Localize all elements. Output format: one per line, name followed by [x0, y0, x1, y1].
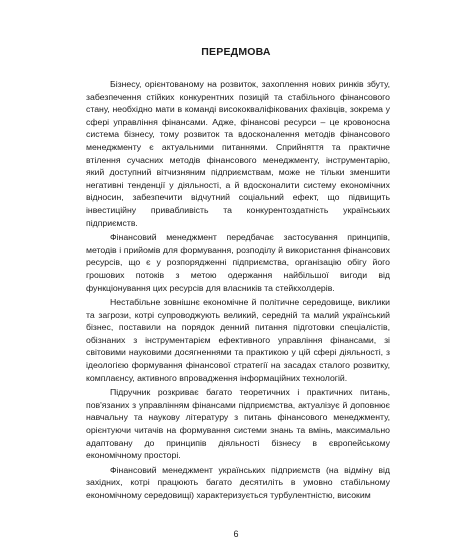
body-text: [86, 78, 390, 504]
page-number: 6: [233, 529, 239, 539]
paragraph: Фінансовий менеджмент українських підприємств (на відміну від західних, котрі працюють багато десятиліть в умовно стабільному економічному середовищі) характеризується турбулентністю, високим: [86, 464, 390, 500]
paragraph: Фінансовий менеджмент передбачає застосування принципів, методів і прийомів для формування, розподілу й використання фінансових ресурсів, що є у розпорядженні підприємства, організацію обігу його грошових потоків з метою одержання найбільшої вигоди від функціонування цих ресурсів для власників та стейкхолдерів.: [86, 232, 390, 293]
paragraph: Бізнесу, орієнтованому на розвиток, захоплення нових ринків збуту, забезпечення стійких конкурентних позицій та стабільного фінансового стану, необхідно мати в команді висококваліфікованих фахівців, зокрема у сфері управління фінансами. Адже, фінансові ресурси – це кровоносна система бізнесу, тому розвиток та вдосконалення методів фінансового менеджменту є актуальними питаннями. Сприйняття та практичне втілення сучасних методів фінансового менеджменту, інструментарію, який доступний вітчизняним підприємствам, може не тільки зменшити негативні тенденції у діяльності, а й вдосконалити систему економічних відносин, забезпечити відчутний соціальний ефект, що підвищить інвестиційну привабливість та конкурентоздатність українських підприємств.: [86, 79, 390, 228]
paragraph: Нестабільне зовнішнє економічне й політичне середовище, виклики та загрози, котрі супроводжують великий, середній та малий український бізнес, поставили на порядок денний питання підготовки спеціалістів, обізнаних з інструментарієм ефективного управління фінансами, зі світовими науковими досягненнями та практикою у цій сфері діяльності, з ідеологією формування фінансової стратегії на засадах сталого розвитку, комплаєнсу, активного впровадження інформаційних технологій.: [86, 297, 390, 383]
paragraph: Підручник розкриває багато теоретичних і практичних питань, пов'язаних з управлінням фінансами підприємства, актуалізує й доповнює навчальну та наукову літературу з питань фінансового менеджменту, орієнтуючи читачів на формування системи знань та вмінь, максимально адаптовану до принципів діяльності бізнесу в європейському економічному просторі.: [86, 387, 390, 461]
page-title: ПЕРЕДМОВА: [201, 46, 271, 58]
